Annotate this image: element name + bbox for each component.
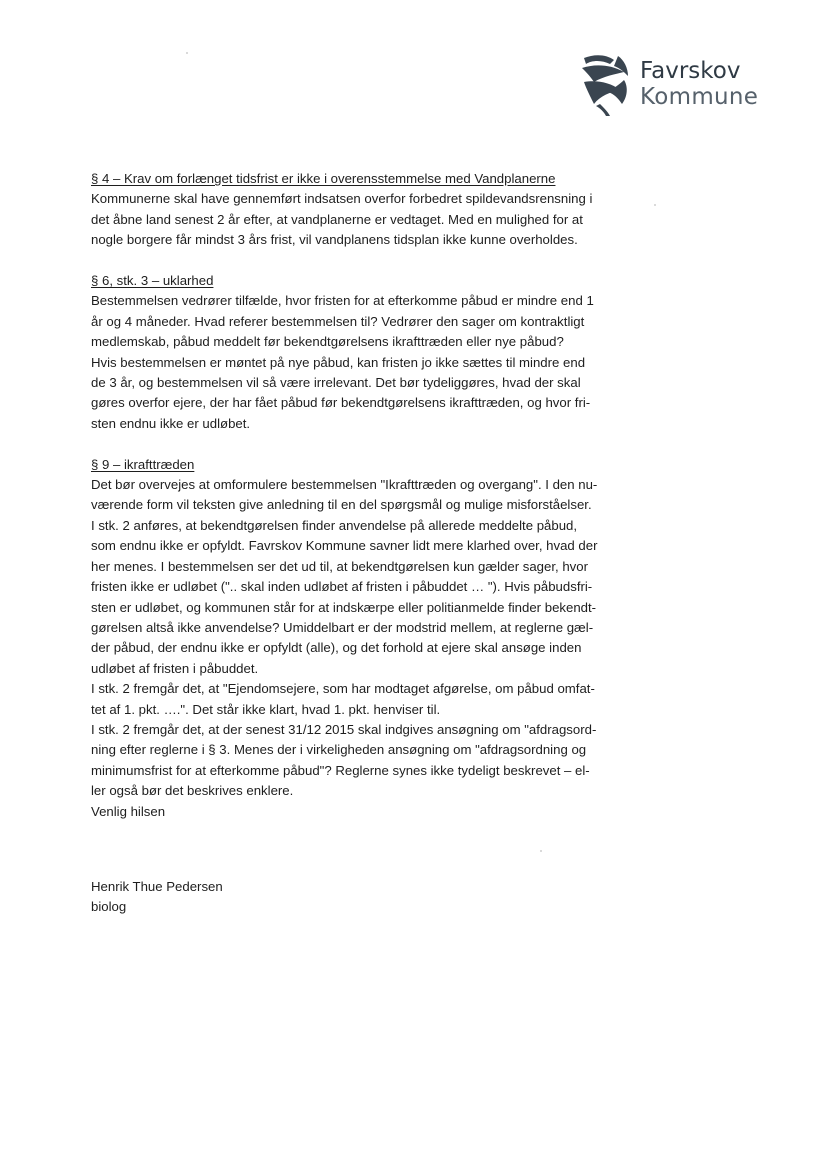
favrskov-leaf-mark-icon	[580, 52, 632, 116]
text-line: I stk. 2 fremgår det, at "Ejendomsejere, som har modtaget afgørelse, om påbud omfat-	[91, 681, 595, 697]
text-line: gørelsen altså ikke anvendelse? Umiddelbart er der modstrid mellem, at reglerne gæl-	[91, 619, 594, 635]
text-line: som endnu ikke er opfyldt. Favrskov Kommune savner lidt mere klarhed over, hvad der	[91, 538, 598, 554]
letter-body	[91, 169, 631, 918]
section-paragraph-4	[91, 169, 631, 251]
text-line: Det bør overvejes at omformulere bestemmelsen "Ikrafttræden og overgang". I den nu-	[91, 477, 598, 493]
letterhead-logo	[580, 52, 780, 122]
text-line: værende form vil teksten give anledning til en del spørgsmål og mulige misforståelser.	[91, 497, 592, 513]
scan-speck	[186, 52, 188, 54]
text-line: tet af 1. pkt. ….". Det står ikke klart, hvad 1. pkt. henviser til.	[91, 701, 441, 717]
signature-block	[91, 877, 631, 918]
text-line: sten endnu ikke er udløbet.	[91, 415, 251, 431]
text-line: gøres overfor ejere, der har fået påbud før bekendtgørelsens ikrafttræden, og hvor fri-	[91, 395, 591, 411]
section-paragraph	[91, 353, 631, 435]
section-paragraph	[91, 291, 631, 352]
text-line: det åbne land senest 2 år efter, at vandplanerne er vedtaget. Med en mulighed for at	[91, 211, 583, 227]
text-line: nogle borgere får mindst 3 års frist, vil vandplanens tidsplan ikke kunne overholdes.	[91, 232, 578, 248]
text-line: minimumsfrist for at efterkomme påbud"? Reglerne synes ikke tydeligt beskrevet – el-	[91, 762, 590, 778]
text-line: år og 4 måneder. Hvad referer bestemmelsen til? Vedrører den sager om kontraktligt	[91, 313, 585, 329]
section-paragraph	[91, 679, 631, 720]
text-line: her menes. I bestemmelsen ser det ud til, at bekendtgørelsen kun gælder sager, hvor	[91, 558, 588, 574]
section-paragraph-6	[91, 271, 631, 434]
logo-wordmark-kommune: Kommune	[640, 84, 759, 110]
text-line: sten er udløbet, og kommunen står for at indskærpe eller politianmelde finder bekendt-	[91, 599, 597, 615]
section-paragraph-9	[91, 455, 631, 802]
section-paragraph	[91, 720, 631, 802]
text-line: der påbud, der endnu ikke er opfyldt (alle), og det forhold at ejere skal ansøge inden	[91, 640, 582, 656]
closing-salutation: Venlig hilsen	[91, 803, 166, 819]
text-line: Bestemmelsen vedrører tilfælde, hvor fristen for at efterkomme påbud er mindre end 1	[91, 293, 594, 309]
text-line: Hvis bestemmelsen er møntet på nye påbud, kan fristen jo ikke sættes til mindre end	[91, 354, 586, 370]
section-heading: § 9 – ikrafttræden	[91, 456, 195, 472]
text-line: Kommunerne skal have gennemført indsatsen overfor forbedret spildevandsrensning i	[91, 191, 593, 207]
text-line: ler også bør det beskrives enklere.	[91, 783, 294, 799]
scan-speck	[654, 204, 656, 206]
text-line: de 3 år, og bestemmelsen vil så være irrelevant. Det bør tydeliggøres, hvad der skal	[91, 375, 581, 391]
section-paragraph	[91, 516, 631, 679]
text-line: medlemskab, påbud meddelt før bekendtgørelsens ikrafttræden eller nye påbud?	[91, 334, 564, 350]
signer-name: Henrik Thue Pedersen	[91, 878, 223, 894]
text-line: udløbet af fristen i påbuddet.	[91, 660, 259, 676]
text-line: I stk. 2 fremgår det, at der senest 31/12 2015 skal indgives ansøgning om "afdragsord-	[91, 721, 597, 737]
logo-wordmark-favrskov: Favrskov	[640, 58, 741, 84]
section-paragraph	[91, 475, 631, 516]
signer-title: biolog	[91, 899, 127, 915]
section-paragraph	[91, 189, 631, 250]
section-heading: § 6, stk. 3 – uklarhed	[91, 273, 214, 289]
section-heading: § 4 – Krav om forlænget tidsfrist er ikke i overensstemmelse med Vandplanerne	[91, 171, 556, 186]
text-line: I stk. 2 anføres, at bekendtgørelsen finder anvendelse på allerede meddelte påbud,	[91, 517, 578, 533]
text-line: ning efter reglerne i § 3. Menes der i virkeligheden ansøgning om "afdragsordning og	[91, 742, 587, 758]
text-line: fristen ikke er udløbet (".. skal inden udløbet af fristen i påbuddet … "). Hvis påbudsfri-	[91, 579, 593, 595]
